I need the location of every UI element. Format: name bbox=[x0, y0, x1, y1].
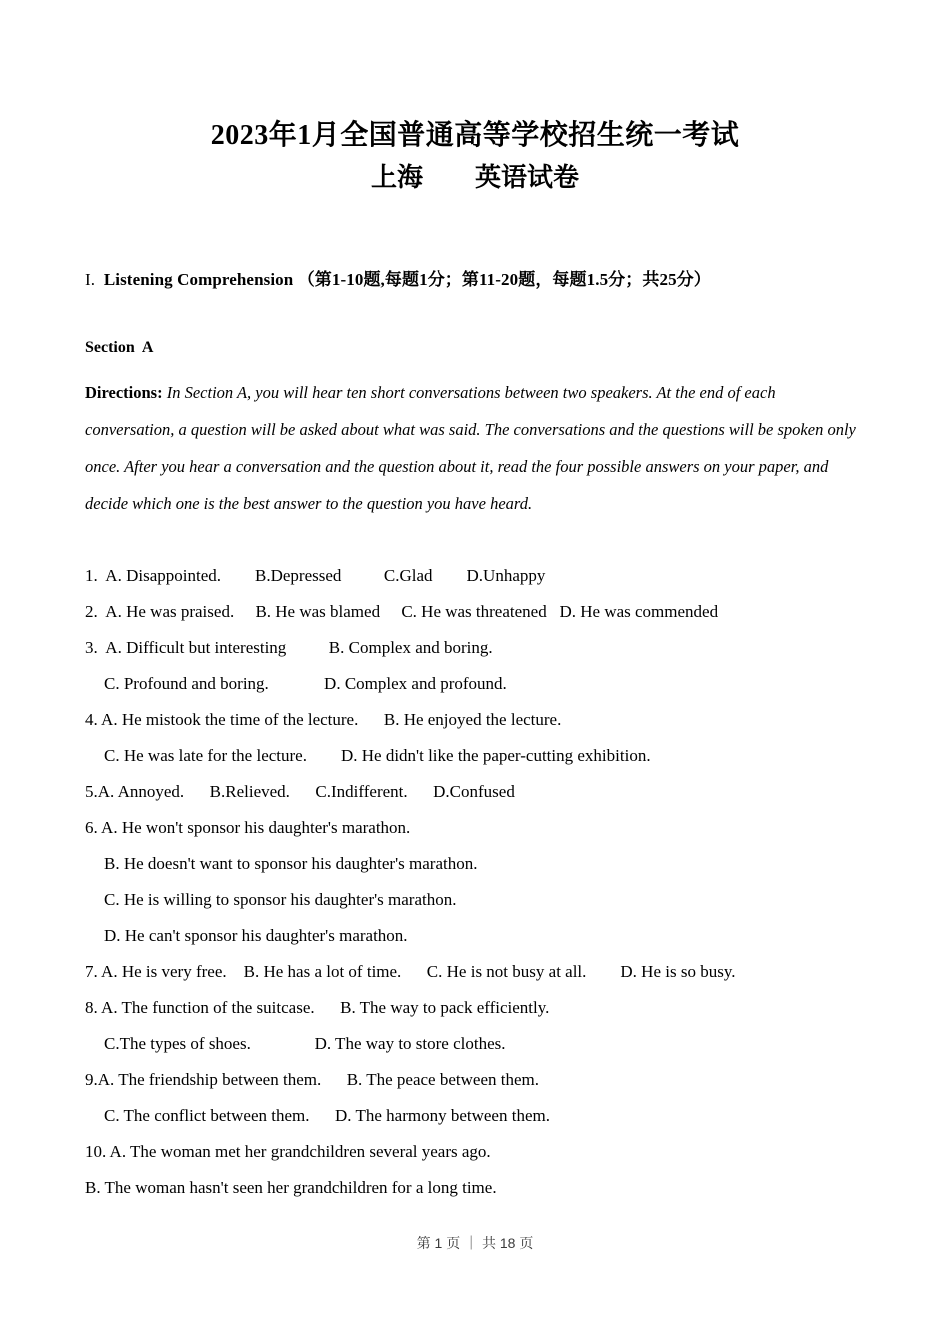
question-line: B. He doesn't want to sponsor his daughter's marathon. bbox=[104, 854, 478, 873]
question-line: 9.A. The friendship between them. B. The peace between them. bbox=[85, 1070, 539, 1089]
question-list bbox=[85, 558, 885, 1206]
question-line: C. He is willing to sponsor his daughter's marathon. bbox=[104, 890, 457, 909]
question-line: 10. A. The woman met her grandchildren several years ago. bbox=[85, 1142, 491, 1161]
question-line: C.The types of shoes. D. The way to store clothes. bbox=[104, 1034, 506, 1053]
directions-text: In Section A, you will hear ten short conversations between two speakers. At the end of each conversation, a question will be asked about what was said. The conversations and the questions will be spoken only once. After you hear a conversation and the question about it, read the four possible answers on your paper, and decide which one is the best answer to the question you have heard. bbox=[85, 383, 856, 513]
question-line: C. Profound and boring. D. Complex and profound. bbox=[104, 674, 507, 693]
question-line: 3. A. Difficult but interesting B. Complex and boring. bbox=[85, 638, 493, 657]
question-line: 5.A. Annoyed. B.Relieved. C.Indifferent. D.Confused bbox=[85, 782, 515, 801]
directions-label: Directions: bbox=[85, 383, 163, 402]
question-line: 6. A. He won't sponsor his daughter's marathon. bbox=[85, 818, 411, 837]
question-line: 2. A. He was praised. B. He was blamed C. He was threatened D. He was commended bbox=[85, 602, 719, 621]
part-score-note: （第1-10题,每题1分；第11-20题，每题1.5分；共25分） bbox=[297, 270, 711, 289]
document-title-block bbox=[0, 118, 950, 195]
part-roman-numeral: I. bbox=[85, 270, 96, 289]
question-line: C. The conflict between them. D. The harmony between them. bbox=[104, 1106, 550, 1125]
section-a-directions bbox=[85, 374, 867, 522]
question-line: 4. A. He mistook the time of the lecture. B. He enjoyed the lecture. bbox=[85, 710, 562, 729]
question-line: 8. A. The function of the suitcase. B. The way to pack efficiently. bbox=[85, 998, 550, 1017]
exam-title-secondary: 上海 英语试卷 bbox=[370, 163, 579, 192]
question-line: C. He was late for the lecture. D. He didn't like the paper-cutting exhibition. bbox=[104, 746, 651, 765]
part-title: Listening Comprehension bbox=[103, 270, 294, 289]
question-line: B. The woman hasn't seen her grandchildren for a long time. bbox=[85, 1178, 497, 1197]
section-a-label: Section A bbox=[85, 339, 154, 356]
question-line: D. He can't sponsor his daughter's marathon. bbox=[104, 926, 408, 945]
question-line: 7. A. He is very free. B. He has a lot of time. C. He is not busy at all. D. He is so busy. bbox=[85, 962, 736, 981]
exam-title-primary: 2023年1月全国普通高等学校招生统一考试 bbox=[210, 120, 740, 151]
question-line: 1. A. Disappointed. B.Depressed C.Glad D.Unhappy bbox=[85, 566, 546, 585]
part-one-heading bbox=[85, 265, 711, 290]
page-footer: 第 1 页 ｜ 共 18 页 bbox=[416, 1235, 534, 1251]
